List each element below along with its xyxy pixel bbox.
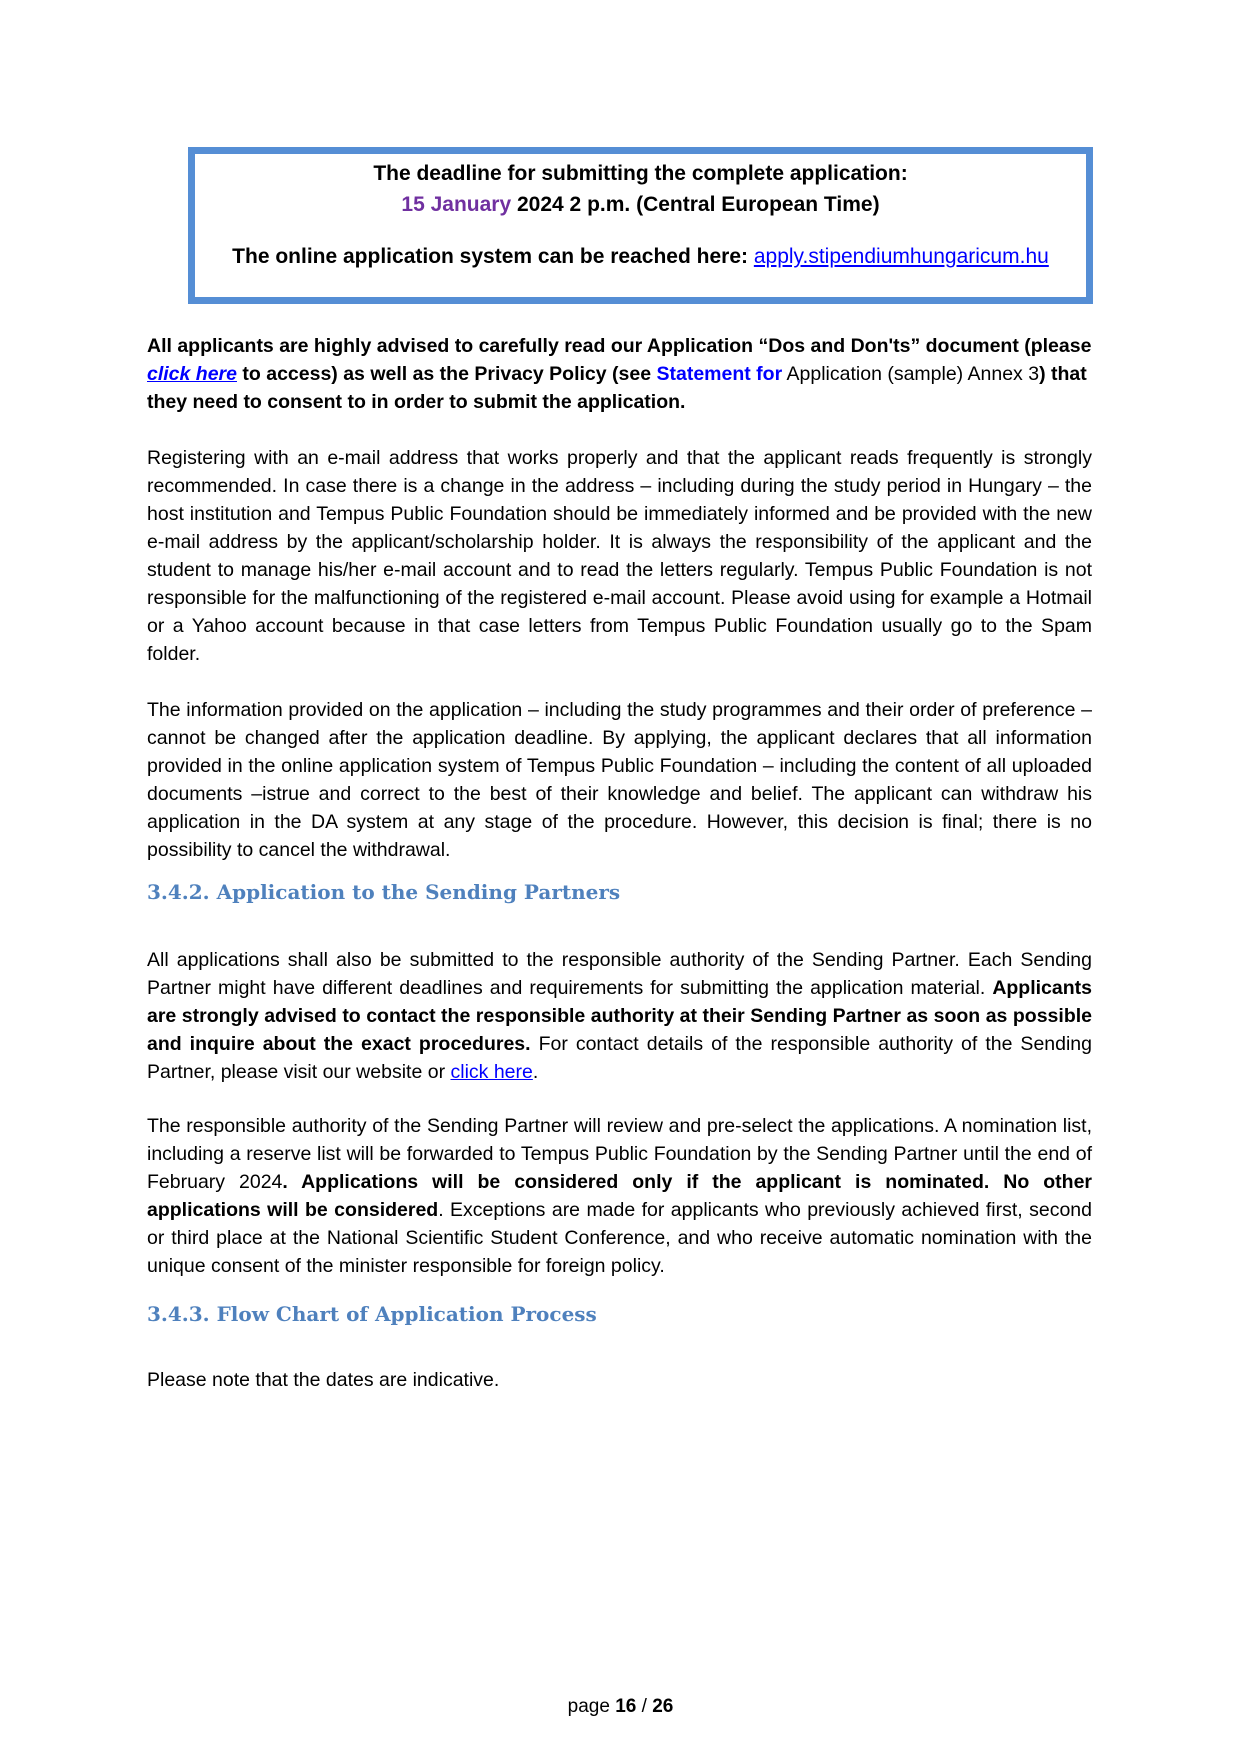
application-system-link[interactable]: apply.stipendiumhungaricum.hu	[753, 245, 1049, 268]
email-paragraph: Registering with an e-mail address that works properly and that the applicant reads frequently is strongly recommended. In case there is a change in the address – including during the study period in Hungary – the host institution and Tempus Public Foundation should be immediately informed and be provided with the new e-mail address by the applicant/scholarship holder. It is always the responsibility of the applicant and the student to manage his/her e-mail account and to read the letters regularly. Tempus Public Foundation is not responsible for the malfunctioning of the registered e-mail account. Please avoid using for example a Hotmail or a Yahoo account because in that case letters from Tempus Public Foundation usually go to the Spam folder.	[147, 447, 1092, 665]
sending-text-bold: Applicants are strongly advised to contact the responsible authority at their Sending Partner as soon as possible and inquire about the exact procedures.	[147, 977, 1092, 1055]
deadline-date-highlight: 15 January	[401, 193, 512, 216]
page-label: page	[567, 1696, 616, 1717]
contact-details-link[interactable]: click here	[450, 1061, 533, 1083]
nomination-text-bold: . Applications will be considered only if the applicant is nominated. No other applications will be considered	[147, 1171, 1093, 1221]
intro-text-3: Application (sample) Annex 3	[782, 363, 1040, 385]
deadline-box	[188, 147, 1093, 304]
deadline-date	[195, 193, 1086, 217]
page-footer	[0, 1696, 1241, 1718]
deadline-title: The deadline for submitting the complete application:	[373, 162, 908, 185]
intro-paragraph	[147, 332, 1092, 416]
application-system-line	[195, 245, 1086, 269]
sending-partner-paragraph	[147, 946, 1092, 1086]
nomination-text-2: . Exceptions are made for applicants who previously achieved first, second or third place at the National Scientific Student Conference, and who receive automatic nomination with the unique consent of the minister responsible for foreign policy.	[147, 1199, 1092, 1277]
page-current: 16	[615, 1696, 637, 1717]
intro-text-1: All applicants are highly advised to carefully read our Application “Dos and Don'ts” document (please	[147, 335, 1092, 357]
application-system-label: The online application system can be reached here:	[232, 245, 754, 268]
information-paragraph: The information provided on the application – including the study programmes and their order of preference – cannot be changed after the application deadline. By applying, the applicant declares that all information provided in the online application system of Tempus Public Foundation – including the content of all uploaded documents –istrue and correct to the best of their knowledge and belief. The applicant can withdraw his application in the DA system at any stage of the procedure. However, this decision is final; there is no possibility to cancel the withdrawal.	[147, 699, 1092, 861]
section-heading-342: 3.4.2. Application to the Sending Partners	[147, 880, 621, 904]
dos-donts-link[interactable]: click here	[147, 363, 237, 385]
nomination-text-1: The responsible authority of the Sending Partner will review and pre-select the applications. A nomination list, including a reserve list will be forwarded to Tempus Public Foundation by the Sending Partner until the end of February 2024	[147, 1115, 1092, 1193]
page-total: 26	[652, 1696, 674, 1717]
intro-text-2: to access) as well as the Privacy Policy (see	[236, 363, 657, 385]
sending-text-end: .	[532, 1061, 539, 1083]
page-separator: /	[636, 1696, 653, 1717]
deadline-date-rest: 2024 2 p.m. (Central European Time)	[511, 193, 880, 216]
privacy-statement-link[interactable]: Statement for	[656, 363, 783, 385]
intro-text-4: ) that they need to consent to in order to submit the application.	[147, 363, 1087, 413]
nomination-paragraph	[147, 1112, 1092, 1280]
sending-text-2: For contact details of the responsible authority of the Sending Partner, please visit our website or	[147, 1033, 1092, 1083]
sending-text-1: All applications shall also be submitted to the responsible authority of the Sending Partner. Each Sending Partner might have different deadlines and requirements for submitting the application material.	[147, 949, 1092, 999]
dates-note: Please note that the dates are indicative.	[147, 1369, 500, 1391]
section-heading-343: 3.4.3. Flow Chart of Application Process	[147, 1302, 597, 1326]
